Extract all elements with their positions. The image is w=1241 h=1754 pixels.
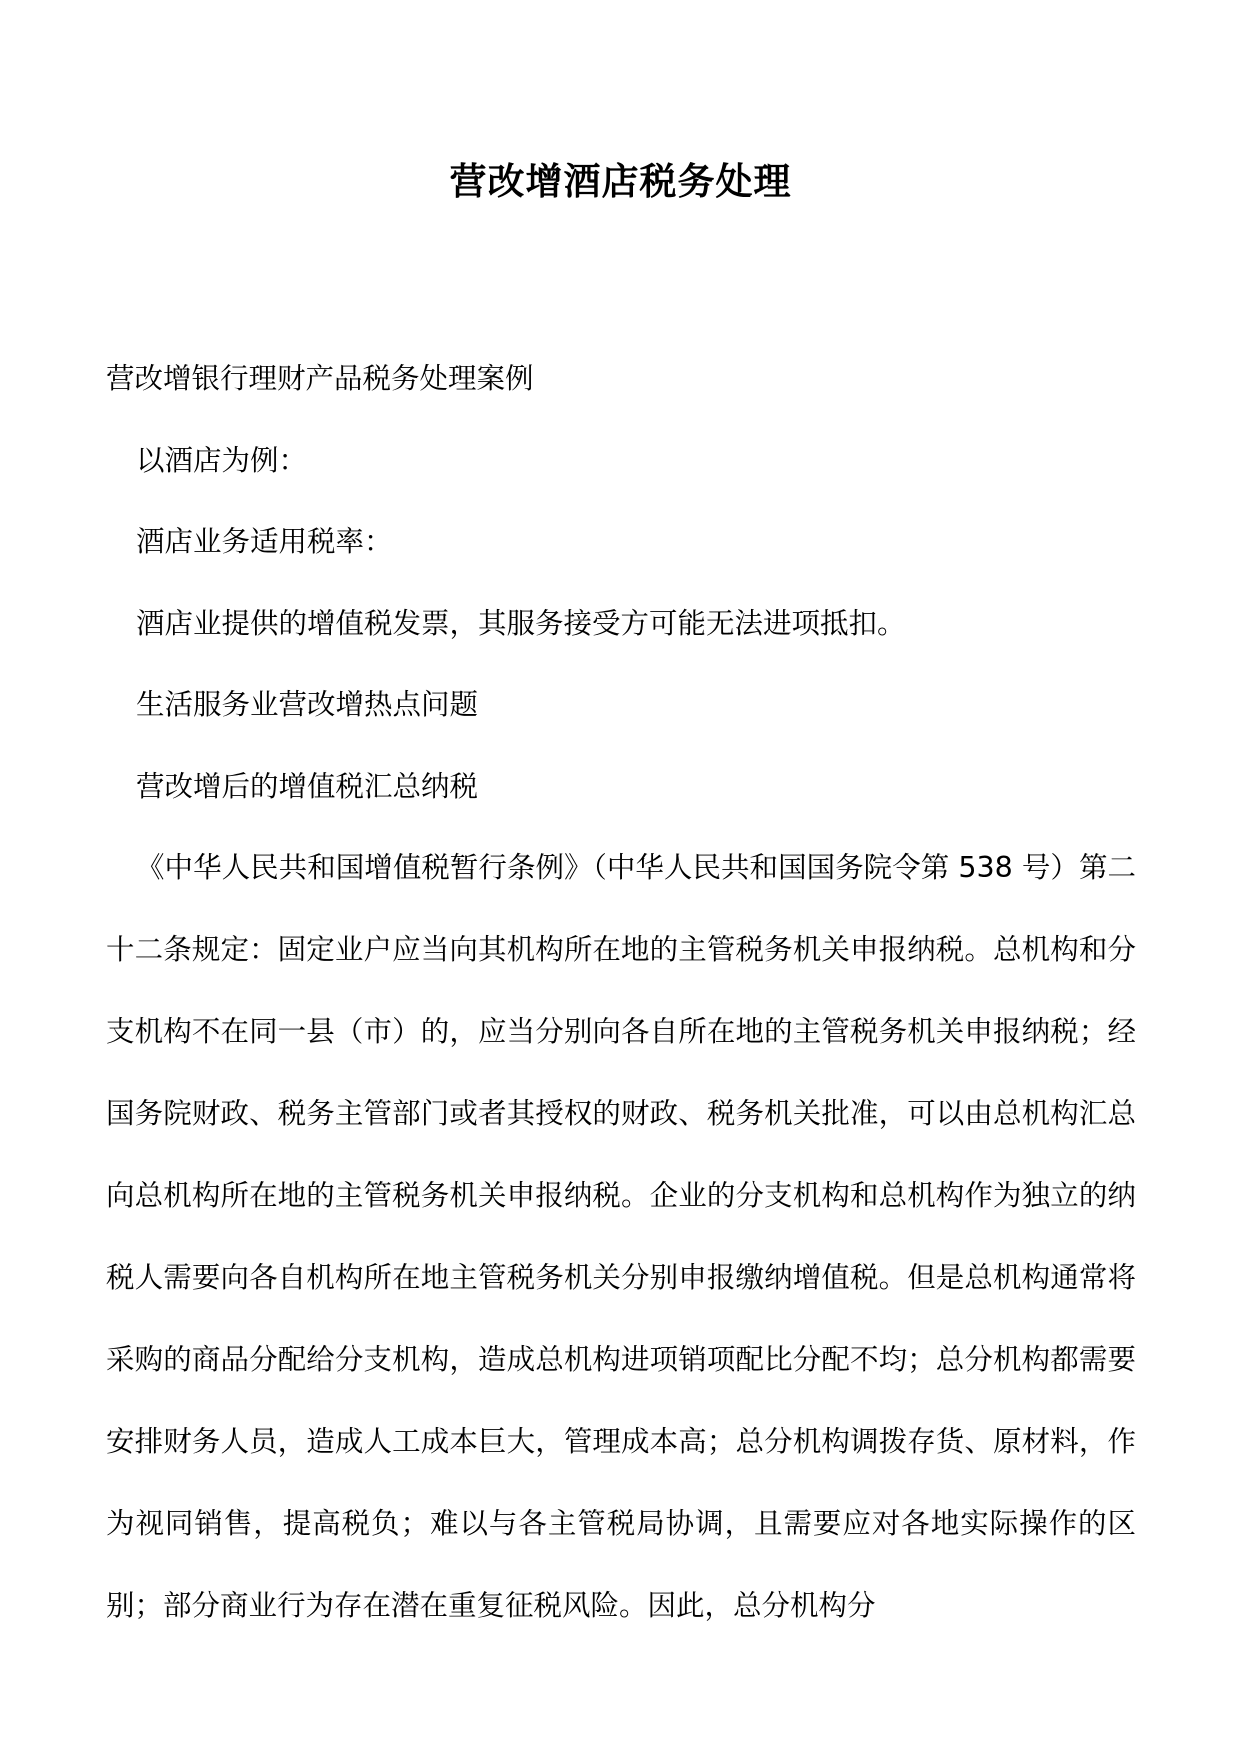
paragraph: 酒店业务适用税率： [136, 525, 393, 558]
paragraph: 酒店业提供的增值税发票，其服务接受方可能无法进项抵扣。 [136, 606, 906, 640]
paragraph: 营改增后的增值税汇总纳税 [136, 769, 479, 803]
paragraph: 以酒店为例： [136, 443, 308, 477]
paragraph-heading: 营改增银行理财产品税务处理案例 [106, 362, 534, 395]
paragraph-body: 《中华人民共和国增值税暂行条例》（中华人民共和国国务院令第 538 号）第二十二条规定：固定业户应当向其机构所在地的主管税务机关申报纳税。总机构和分支机构不在同一县（市）的，应当分别向各自所在地的主管税务机关申报纳税；经国务院财政、税务主管部门或者其授权的财政、税务机关批准，可以由总机构汇总向总机构所在地的主管税务机关申报纳税。企业的分支机构和总机构作为独立的纳税人需要向各自机构所在地主管税务机关分别申报缴纳增值税。但是总机构通常将采购的商品分配给分支机构，造成总机构进项销项配比分配不均；总分机构都需要安排财务人员，造成人工成本巨大，管理成本高；总分机构调拨存货、原材料，作为视同销售，提高税负；难以与各主管税局协调，且需要应对各地实际操作的区别；部分商业行为存在潜在重复征税风险。因此，总分机构分 [106, 851, 1136, 1622]
document-body [106, 338, 1136, 1647]
paragraph: 生活服务业营改增热点问题 [136, 688, 479, 721]
document-title: 营改增酒店税务处理 [449, 159, 792, 203]
